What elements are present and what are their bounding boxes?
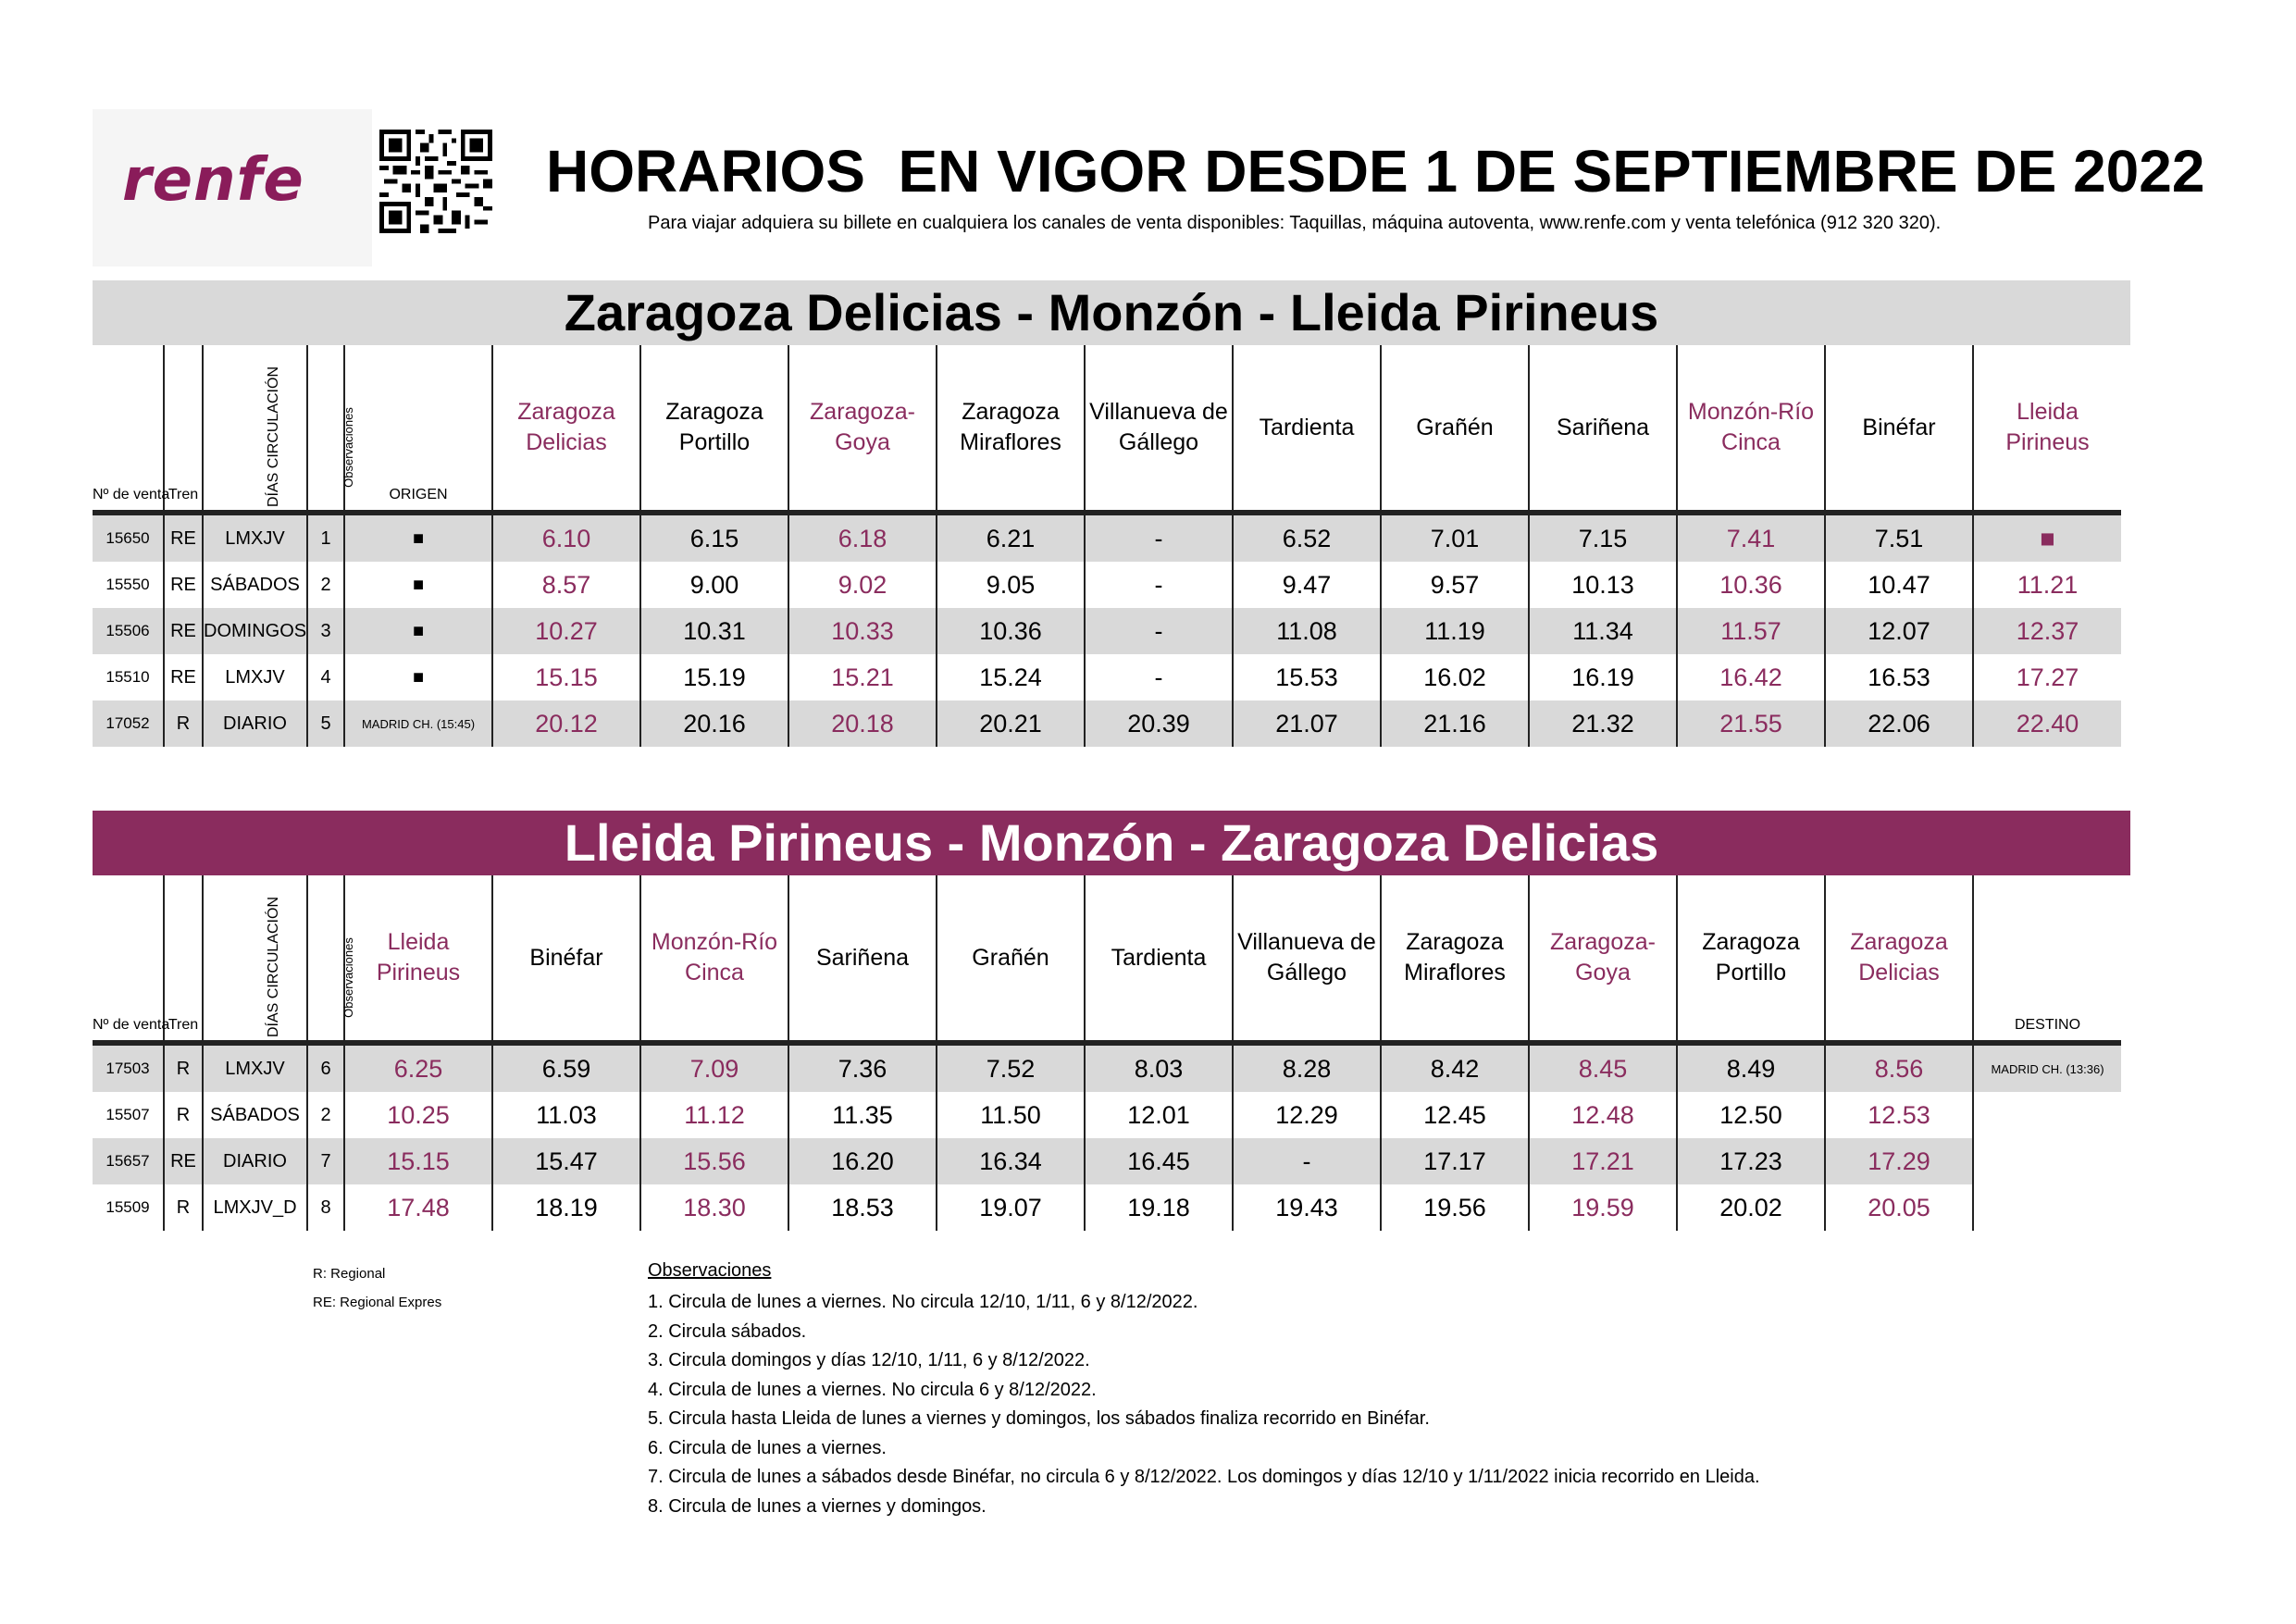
time-cell: 12.01 bbox=[1085, 1092, 1233, 1138]
running-days: LMXJV_D bbox=[203, 1184, 307, 1231]
observation-item: 8. Circula de lunes a viernes y domingos. bbox=[648, 1495, 987, 1517]
time-cell: 19.18 bbox=[1085, 1184, 1233, 1231]
time-cell: 9.00 bbox=[640, 562, 788, 608]
station-header: Binéfar bbox=[1825, 345, 1973, 513]
train-type: RE bbox=[164, 608, 203, 654]
section2-title: Lleida Pirineus - Monzón - Zaragoza Delicias bbox=[93, 811, 2130, 875]
col-obs-label: Observaciones bbox=[341, 407, 355, 488]
time-cell: 8.28 bbox=[1233, 1043, 1381, 1092]
time-cell: 12.37 bbox=[1973, 608, 2121, 654]
station-header: Sariñena bbox=[788, 875, 937, 1043]
station-header: Binéfar bbox=[492, 875, 640, 1043]
time-cell: 7.52 bbox=[937, 1043, 1085, 1092]
time-cell: 12.45 bbox=[1381, 1092, 1529, 1138]
time-cell: 6.15 bbox=[640, 513, 788, 562]
origin: ■ bbox=[344, 608, 492, 654]
time-cell: 19.59 bbox=[1529, 1184, 1677, 1231]
time-cell: 16.19 bbox=[1529, 654, 1677, 700]
time-cell: 19.43 bbox=[1233, 1184, 1381, 1231]
time-cell: 9.02 bbox=[788, 562, 937, 608]
time-cell: 16.42 bbox=[1677, 654, 1825, 700]
time-cell: 15.56 bbox=[640, 1138, 788, 1184]
time-cell: 21.55 bbox=[1677, 700, 1825, 747]
timetable-lleida-zaragoza bbox=[93, 875, 2121, 1231]
train-type: RE bbox=[164, 562, 203, 608]
header-row bbox=[93, 345, 2121, 513]
time-cell: 21.07 bbox=[1233, 700, 1381, 747]
time-cell: 8.57 bbox=[492, 562, 640, 608]
origin: ■ bbox=[344, 562, 492, 608]
legend-regional: R: Regional bbox=[313, 1266, 386, 1282]
time-cell: 17.29 bbox=[1825, 1138, 1973, 1184]
section1-title: Zaragoza Delicias - Monzón - Lleida Pirineus bbox=[93, 280, 2130, 345]
time-cell: 16.45 bbox=[1085, 1138, 1233, 1184]
time-cell: 15.47 bbox=[492, 1138, 640, 1184]
time-cell: 11.19 bbox=[1381, 608, 1529, 654]
time-cell: 19.07 bbox=[937, 1184, 1085, 1231]
time-cell: 9.57 bbox=[1381, 562, 1529, 608]
page-subtitle: Para viajar adquiera su billete en cualquiera los canales de venta disponibles: Taquillas, máquina autoventa, www.renfe.com y venta telefónica (912 320 320). bbox=[648, 213, 1942, 233]
time-cell: - bbox=[1085, 654, 1233, 700]
time-cell: 21.32 bbox=[1529, 700, 1677, 747]
time-cell: 11.57 bbox=[1677, 608, 1825, 654]
col-dias-label: DÍAS CIRCULACIÓN bbox=[266, 896, 282, 1038]
time-cell: 12.48 bbox=[1529, 1092, 1677, 1138]
station-header: Grañén bbox=[937, 875, 1085, 1043]
observation-ref: 3 bbox=[307, 608, 344, 654]
time-cell: 16.53 bbox=[1825, 654, 1973, 700]
train-number: 15650 bbox=[93, 513, 164, 562]
table-row bbox=[93, 1043, 2121, 1092]
time-cell: 7.51 bbox=[1825, 513, 1973, 562]
time-cell: 10.31 bbox=[640, 608, 788, 654]
time-cell: - bbox=[1085, 562, 1233, 608]
time-cell: 12.29 bbox=[1233, 1092, 1381, 1138]
time-cell: 8.49 bbox=[1677, 1043, 1825, 1092]
time-cell: 16.20 bbox=[788, 1138, 937, 1184]
time-cell: 11.21 bbox=[2017, 570, 2079, 599]
time-cell: 12.53 bbox=[1825, 1092, 1973, 1138]
observation-ref: 8 bbox=[307, 1184, 344, 1231]
train-number: 17503 bbox=[93, 1043, 164, 1092]
destination bbox=[1973, 1184, 2121, 1231]
train-number: 15507 bbox=[93, 1092, 164, 1138]
station-header: Monzón-Río Cinca bbox=[640, 875, 788, 1043]
col-obs bbox=[307, 345, 355, 513]
observations-list bbox=[648, 1288, 1760, 1521]
station-header: Grañén bbox=[1381, 345, 1529, 513]
station-header: Lleida Pirineus bbox=[1973, 345, 2121, 513]
time-cell: - bbox=[1085, 608, 1233, 654]
time-cell: 17.48 bbox=[344, 1184, 492, 1231]
station-header: Tardienta bbox=[1233, 345, 1381, 513]
time-cell: - bbox=[1085, 513, 1233, 562]
table-row bbox=[93, 562, 2121, 608]
time-cell: 10.33 bbox=[788, 608, 937, 654]
time-cell: 6.10 bbox=[492, 513, 640, 562]
table-row bbox=[93, 513, 2121, 562]
time-cell: 20.21 bbox=[937, 700, 1085, 747]
time-cell: 12.07 bbox=[1825, 608, 1973, 654]
time-cell: 9.47 bbox=[1233, 562, 1381, 608]
destination bbox=[1973, 1138, 2121, 1184]
observation-ref: 2 bbox=[307, 562, 344, 608]
train-type: R bbox=[164, 700, 203, 747]
time-cell: 7.01 bbox=[1381, 513, 1529, 562]
col-dias-label: DÍAS CIRCULACIÓN bbox=[266, 366, 282, 508]
observation-ref: 4 bbox=[307, 654, 344, 700]
running-days: LMXJV bbox=[203, 513, 307, 562]
legend-regional-expres: RE: Regional Expres bbox=[313, 1295, 442, 1310]
time-cell: 18.30 bbox=[640, 1184, 788, 1231]
time-cell: 17.27 bbox=[2016, 663, 2079, 691]
running-days: SÁBADOS bbox=[203, 1092, 307, 1138]
time-cell: 18.53 bbox=[788, 1184, 937, 1231]
time-cell: 8.03 bbox=[1085, 1043, 1233, 1092]
observation-ref: 5 bbox=[307, 700, 344, 747]
col-dias bbox=[203, 345, 307, 513]
time-cell: 20.02 bbox=[1677, 1184, 1825, 1231]
time-cell: 11.08 bbox=[1233, 608, 1381, 654]
table-row bbox=[93, 1184, 2121, 1231]
observation-item: 3. Circula domingos y días 12/10, 1/11, 6 y 8/12/2022. bbox=[648, 1350, 1090, 1370]
time-cell: 15.19 bbox=[640, 654, 788, 700]
train-number: 15550 bbox=[93, 562, 164, 608]
destination bbox=[1973, 1092, 2121, 1138]
col-origen: ORIGEN bbox=[344, 345, 492, 513]
time-cell: 7.41 bbox=[1677, 513, 1825, 562]
observation-ref: 6 bbox=[307, 1043, 344, 1092]
time-cell: 20.39 bbox=[1085, 700, 1233, 747]
col-tren: Tren bbox=[164, 345, 203, 513]
time-cell: 11.50 bbox=[937, 1092, 1085, 1138]
observation-ref: 7 bbox=[307, 1138, 344, 1184]
train-type: R bbox=[164, 1184, 203, 1231]
col-destino: DESTINO bbox=[1973, 875, 2121, 1043]
time-cell: 15.53 bbox=[1233, 654, 1381, 700]
origin: ■ bbox=[344, 654, 492, 700]
time-cell: 8.42 bbox=[1381, 1043, 1529, 1092]
time-cell: 10.27 bbox=[492, 608, 640, 654]
station-header: Zaragoza Portillo bbox=[640, 345, 788, 513]
station-header: Villanueva de Gállego bbox=[1233, 875, 1381, 1043]
running-days: SÁBADOS bbox=[203, 562, 307, 608]
origin: ■ bbox=[344, 513, 492, 562]
table-row bbox=[93, 608, 2121, 654]
observation-item: 6. Circula de lunes a viernes. bbox=[648, 1437, 887, 1458]
train-number: 15509 bbox=[93, 1184, 164, 1231]
observation-item: 2. Circula sábados. bbox=[648, 1320, 807, 1342]
time-cell: 20.12 bbox=[492, 700, 640, 747]
time-cell: 11.34 bbox=[1529, 608, 1677, 654]
observation-item: 4. Circula de lunes a viernes. No circula 6 y 8/12/2022. bbox=[648, 1379, 1097, 1400]
time-cell: 9.05 bbox=[937, 562, 1085, 608]
train-number: 15657 bbox=[93, 1138, 164, 1184]
col-nventa: Nº de venta bbox=[93, 345, 164, 513]
station-header: Zaragoza Delicias bbox=[1825, 875, 1973, 1043]
time-cell: 15.15 bbox=[344, 1138, 492, 1184]
timetable-zaragoza-lleida bbox=[93, 345, 2121, 747]
time-cell: 6.21 bbox=[937, 513, 1085, 562]
col-obs-label: Observaciones bbox=[341, 937, 355, 1018]
col-obs bbox=[307, 875, 355, 1043]
time-cell: 8.56 bbox=[1825, 1043, 1973, 1092]
station-header: Tardienta bbox=[1085, 875, 1233, 1043]
station-header: Villanueva de Gállego bbox=[1085, 345, 1233, 513]
time-cell: 10.47 bbox=[1825, 562, 1973, 608]
time-cell: 16.34 bbox=[937, 1138, 1085, 1184]
station-header: Zaragoza Miraflores bbox=[1381, 875, 1529, 1043]
header-row bbox=[93, 875, 2121, 1043]
station-header: Zaragoza Portillo bbox=[1677, 875, 1825, 1043]
time-cell: 12.50 bbox=[1677, 1092, 1825, 1138]
time-cell: 15.15 bbox=[492, 654, 640, 700]
time-cell: 22.40 bbox=[1973, 700, 2121, 747]
time-cell: 20.16 bbox=[640, 700, 788, 747]
train-number: 15506 bbox=[93, 608, 164, 654]
time-cell: 15.24 bbox=[937, 654, 1085, 700]
time-cell: - bbox=[1233, 1138, 1381, 1184]
time-cell: 6.25 bbox=[344, 1043, 492, 1092]
running-days: DIARIO bbox=[203, 700, 307, 747]
table-row bbox=[93, 1092, 2121, 1138]
time-cell: 20.05 bbox=[1825, 1184, 1973, 1231]
time-cell: 22.06 bbox=[1825, 700, 1973, 747]
train-type: RE bbox=[164, 654, 203, 700]
time-cell: 20.18 bbox=[788, 700, 937, 747]
col-nventa: Nº de venta bbox=[93, 875, 164, 1043]
station-header: Zaragoza Miraflores bbox=[937, 345, 1085, 513]
observation-item: 5. Circula hasta Lleida de lunes a viernes y domingos, los sábados finaliza recorrido en Binéfar. bbox=[648, 1408, 1430, 1429]
observation-ref: 2 bbox=[307, 1092, 344, 1138]
time-cell: 15.21 bbox=[788, 654, 937, 700]
time-cell: 17.21 bbox=[1529, 1138, 1677, 1184]
time-cell: 8.45 bbox=[1529, 1043, 1677, 1092]
station-header: Monzón-Río Cinca bbox=[1677, 345, 1825, 513]
time-cell: 11.03 bbox=[492, 1092, 640, 1138]
station-header: Lleida Pirineus bbox=[344, 875, 492, 1043]
time-cell: 11.35 bbox=[788, 1092, 937, 1138]
train-type: R bbox=[164, 1092, 203, 1138]
time-cell: 10.13 bbox=[1529, 562, 1677, 608]
table-row bbox=[93, 700, 2121, 747]
time-cell: 7.09 bbox=[640, 1043, 788, 1092]
station-header: Sariñena bbox=[1529, 345, 1677, 513]
time-cell: 17.17 bbox=[1381, 1138, 1529, 1184]
train-type: R bbox=[164, 1043, 203, 1092]
train-type: RE bbox=[164, 1138, 203, 1184]
observation-item: 1. Circula de lunes a viernes. No circula 12/10, 1/11, 6 y 8/12/2022. bbox=[648, 1292, 1198, 1312]
time-cell: 11.12 bbox=[640, 1092, 788, 1138]
time-cell: 6.59 bbox=[492, 1043, 640, 1092]
time-cell: 6.18 bbox=[788, 513, 937, 562]
running-days: DIARIO bbox=[203, 1138, 307, 1184]
destination: MADRID CH. (13:36) bbox=[1973, 1043, 2121, 1092]
time-cell: 17.23 bbox=[1677, 1138, 1825, 1184]
time-cell: 7.15 bbox=[1529, 513, 1677, 562]
time-cell: 10.25 bbox=[344, 1092, 492, 1138]
observation-item: 7. Circula de lunes a sábados desde Binéfar, no circula 6 y 8/12/2022. Los domingos y días 12/10 y 1/11/2022 inicia recorrido en Lleida. bbox=[648, 1467, 1760, 1487]
origin: MADRID CH. (15:45) bbox=[344, 700, 492, 747]
station-header: Zaragoza-Goya bbox=[1529, 875, 1677, 1043]
train-number: 17052 bbox=[93, 700, 164, 747]
time-cell: 6.52 bbox=[1233, 513, 1381, 562]
time-cell: ■ bbox=[1973, 513, 2121, 562]
page-title: HORARIOS EN VIGOR DESDE 1 DE SEPTIEMBRE DE 2022 bbox=[546, 138, 2205, 205]
station-header: Zaragoza Delicias bbox=[492, 345, 640, 513]
time-cell: 10.36 bbox=[937, 608, 1085, 654]
time-cell: 18.19 bbox=[492, 1184, 640, 1231]
running-days: DOMINGOS bbox=[203, 608, 307, 654]
time-cell: 19.56 bbox=[1381, 1184, 1529, 1231]
running-days: LMXJV bbox=[203, 1043, 307, 1092]
observation-ref: 1 bbox=[307, 513, 344, 562]
train-type: RE bbox=[164, 513, 203, 562]
col-dias bbox=[203, 875, 307, 1043]
train-number: 15510 bbox=[93, 654, 164, 700]
time-cell: 21.16 bbox=[1381, 700, 1529, 747]
time-cell: 10.36 bbox=[1677, 562, 1825, 608]
station-header: Zaragoza-Goya bbox=[788, 345, 937, 513]
qr-code-icon[interactable] bbox=[379, 130, 492, 233]
table-row bbox=[93, 1138, 2121, 1184]
table-row bbox=[93, 654, 2121, 700]
time-cell: 16.02 bbox=[1381, 654, 1529, 700]
renfe-logo[interactable]: renfe bbox=[122, 146, 304, 215]
time-cell: 7.36 bbox=[788, 1043, 937, 1092]
observations-title: Observaciones bbox=[648, 1260, 772, 1281]
running-days: LMXJV bbox=[203, 654, 307, 700]
col-tren: Tren bbox=[164, 875, 203, 1043]
